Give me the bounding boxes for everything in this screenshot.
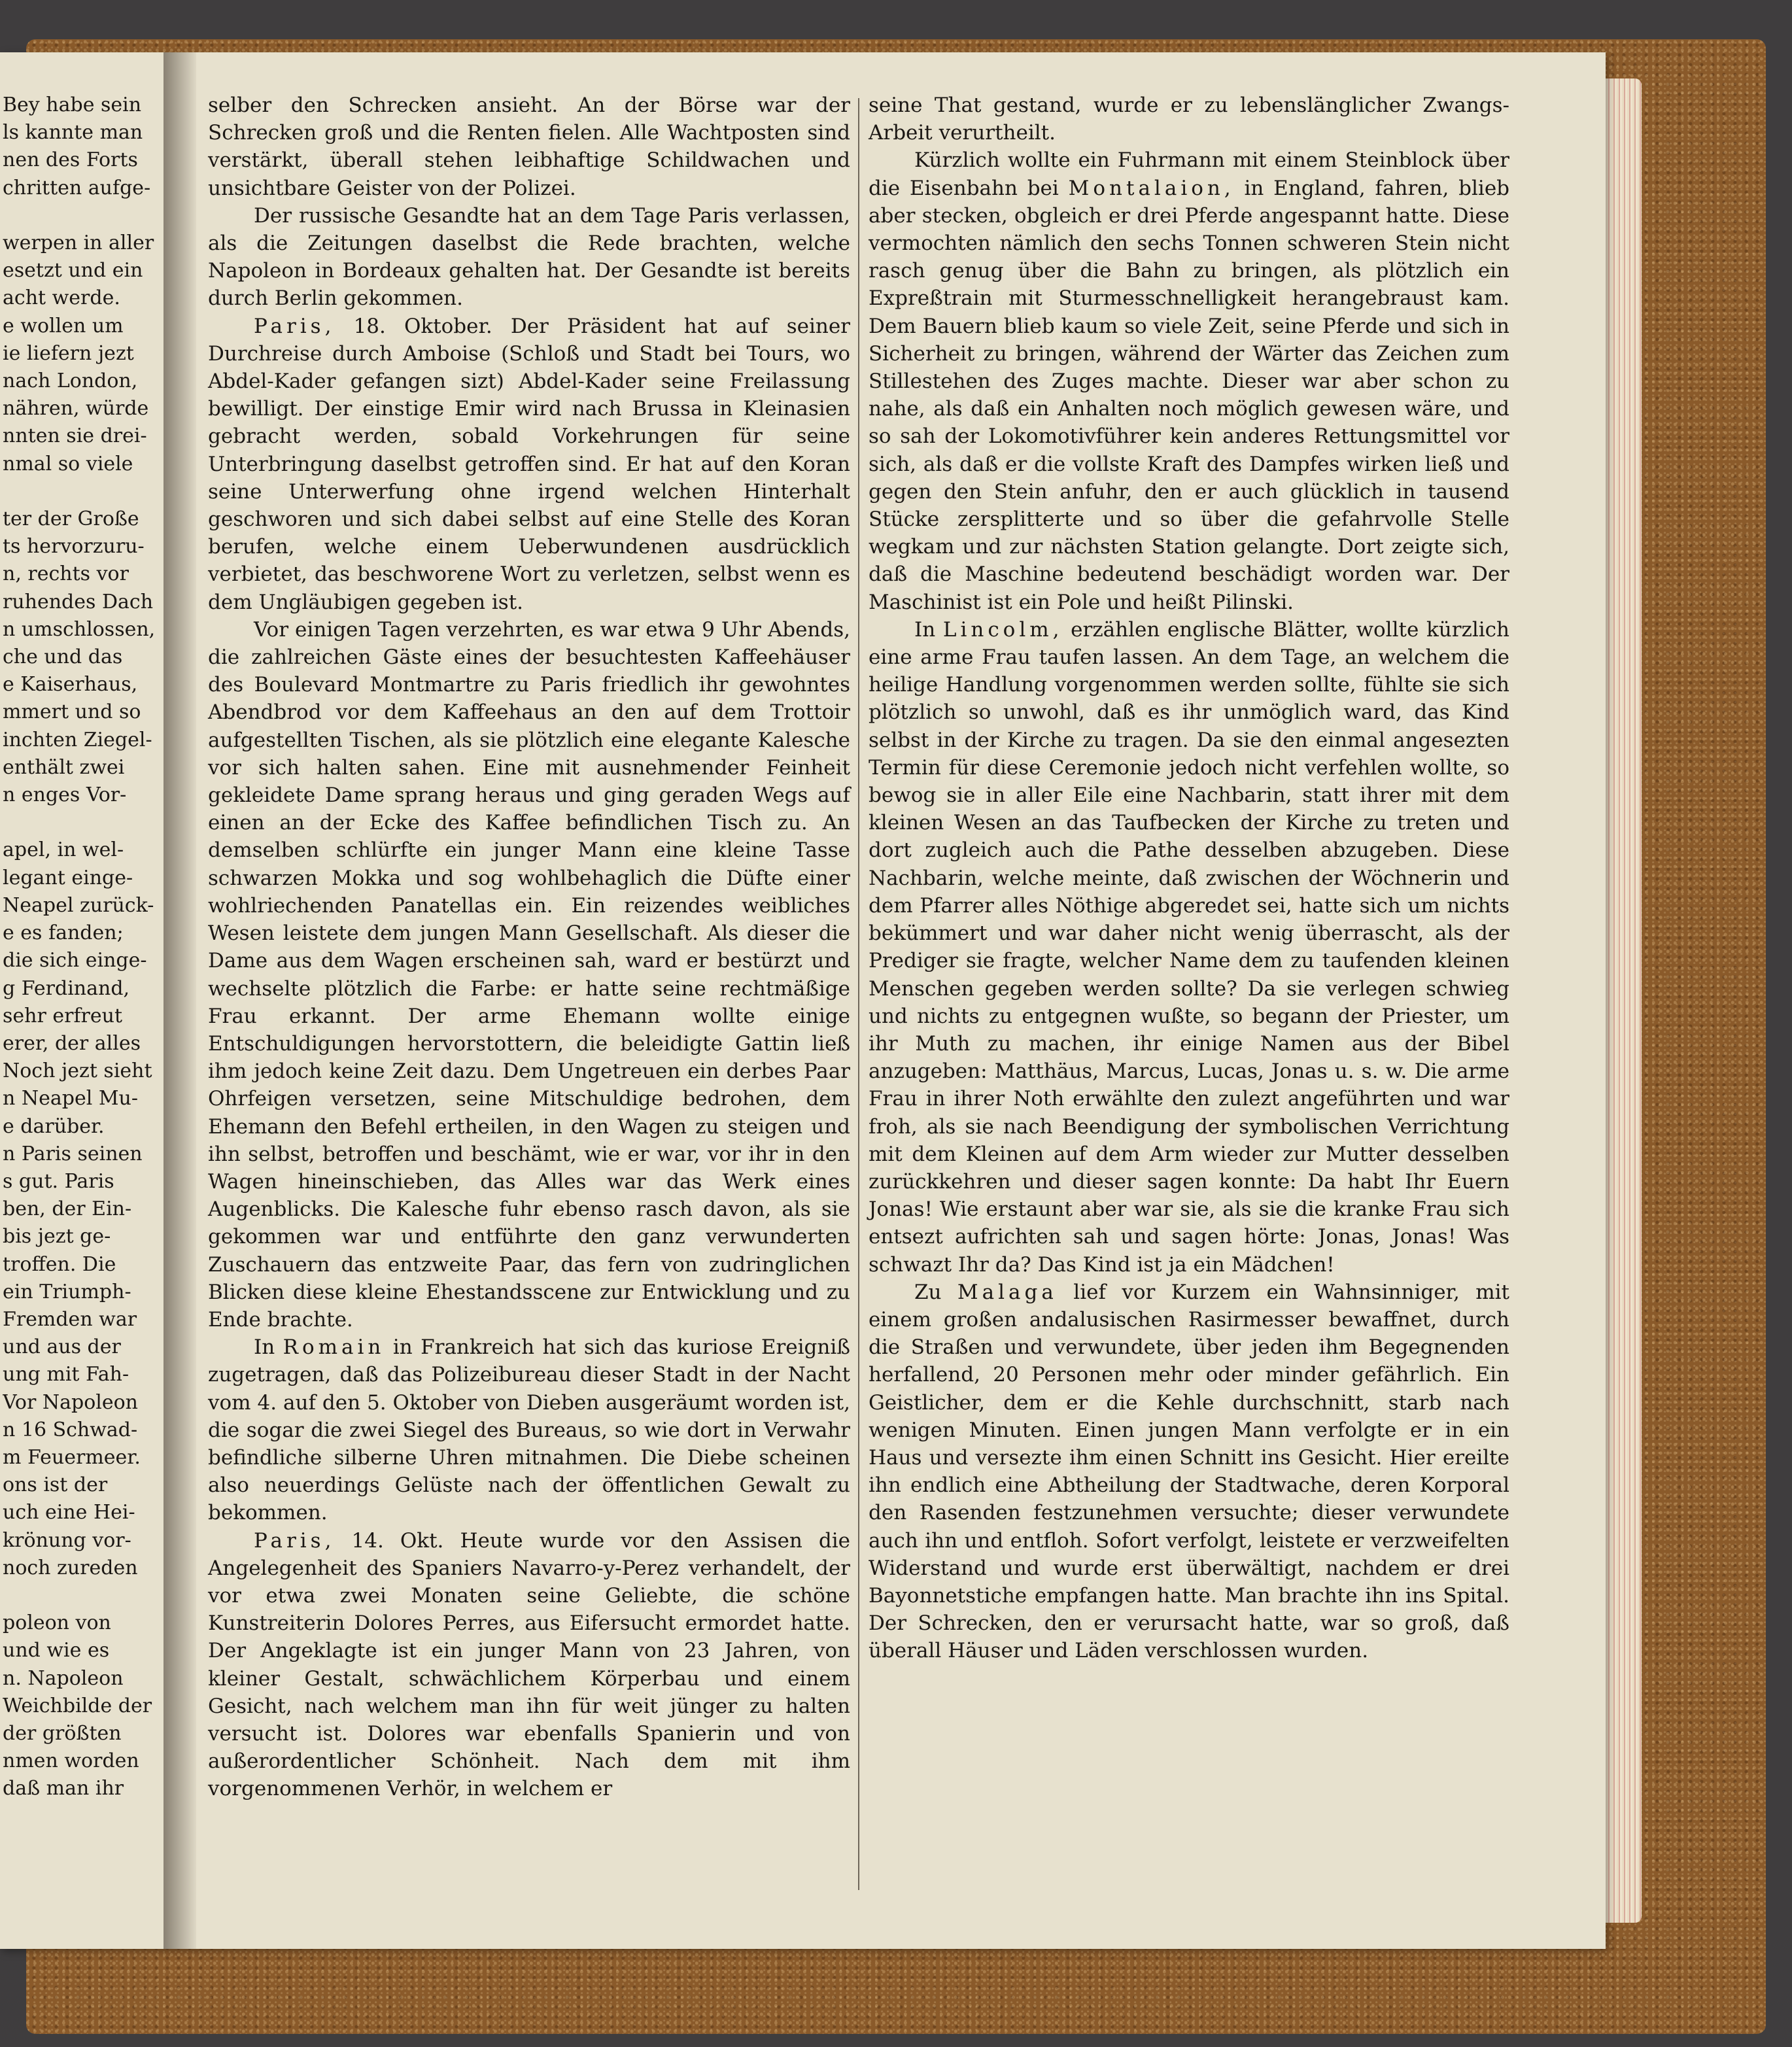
left-page-line: nmen worden	[3, 1749, 139, 1773]
left-page-line: chritten aufge-	[3, 176, 151, 199]
left-page-line: esetzt und ein	[3, 259, 143, 283]
left-page-line: n Neapel Mu-	[3, 1087, 139, 1110]
left-page-line: ben, der Ein-	[3, 1197, 132, 1221]
left-page-line: erer, der alles	[3, 1031, 141, 1055]
paragraph-text: erzählen englische Blätter, wollte kürzlich eine arme Frau taufen lassen. An dem Tage, an welchem die heilige Handlung vorgenommen werden sollte, fühlte sie sich plötzlich so unwohl, daß es ihr unmöglich ward, das Kind selbst in der Kirche zu tragen. Da sie den einmal angesezten Termin für diese Ceremonie jedoch nicht verfehlen wollte, so bewog sie in aller Eile eine Nachbarin, statt ihrer mit dem kleinen Wesen an das Taufbecken der Kirche zu treten und dort zugleich auch die Pathe desselben abzugeben. Diese Nachbarin, welche meinte, daß zwischen der Wöchnerin und dem Pfarrer alles Nöthige abgeredet sei, hatte sich um nichts bekümmert und war daher nicht wenig überrascht, als der Prediger sie fragte, welcher Name dem zu taufenden kleinen Menschen gegeben werden sollte? Da sie verlegen schwieg und nichts zu entgegnen wußte, so begann der Priester, um ihr Muth zu machen, ihr einige Namen aus der Bibel anzugeben: Matthäus, Marcus, Lucas, Jonas u. s. w. Die arme Frau in ihrer Noth erwählte den zulezt angeführten und war froh, als sie nach Beendigung der symbolischen Verrichtung mit dem Kleinen auf dem Arm wieder zur Mutter desselben zurückkehren und dieser sagen konnte: Da habt Ihr Euern Jonas! Wie erstaunt aber war sie, als sie die kranke Frau sich entsezt aufrichten sah und sagen hörte: Jonas, Jonas! Was schwazt Ihr da? Das Kind ist ja ein Mädchen!	[869, 617, 1510, 1277]
place-name: Lincolm,	[942, 617, 1063, 642]
left-page-line: ts hervorzuru-	[3, 535, 145, 559]
left-page-line: die sich einge-	[3, 949, 147, 972]
left-page-line: Neapel zurück-	[3, 893, 154, 917]
left-page-line: n enges Vor-	[3, 783, 127, 807]
left-page-line: e Kaiserhaus,	[3, 673, 138, 697]
paragraph-text: in Frankreich hat sich das kuriose Ereigniß zugetragen, daß das Polizeibureau dieser Stadt in der Nacht vom 4. auf den 5. Oktober von Dieben ausgeräumt worden ist, die sogar die zwei Siegel des Bureaus, so wie dort in Verwahr befindliche silberne Uhren mitnahmen. Die Diebe scheinen also neuerdings Gelüste nach der öffentlichen Gewalt zu bekommen.	[208, 1335, 850, 1525]
left-page-line	[3, 809, 158, 836]
left-page-line: apel, in wel-	[3, 838, 124, 862]
place-name: Montalaion,	[1068, 176, 1235, 200]
paragraph	[869, 616, 1509, 1279]
left-page-line: ie liefern jezt	[3, 341, 134, 365]
left-page-line: s gut. Paris	[3, 1169, 114, 1193]
paragraph: Der russische Gesandte hat an dem Tage Paris verlassen, als die Zeitungen daselbst die Rede brachten, welche Napoleon in Bordeaux gehalten hat. Der Gesandte ist bereits durch Berlin gekommen.	[208, 203, 850, 311]
left-page-line: n 16 Schwad-	[3, 1418, 138, 1441]
paragraph	[208, 1527, 850, 1803]
left-page-line: Bey habe sein	[3, 94, 142, 116]
left-page-line: inchten Ziegel-	[3, 728, 152, 751]
left-page-line: noch zureden	[3, 1556, 138, 1579]
right-column	[869, 92, 1509, 1665]
paragraph-text: lief vor Kurzem ein Wahnsinniger, mit einem großen andalusischen Rasirmesser bewaffnet, durch die Straßen und verwundete, über jeden ihm Begegnenden herfallend, 20 Personen mehr oder minder gefährlich. Ein Geistlicher, dem er die Kehle durchschnitt, starb nach wenigen Minuten. Einen jungen Mann verfolgte er in ein Haus und versezte ihm einen Schnitt ins Gesicht. Hier ereilte ihn endlich eine Abtheilung der Stadtwache, deren Korporal den Rasenden festzunehmen versuchte; dieser verwundete auch ihn und entfloh. Sofort verfolgt, leistete er verzweifelten Widerstand und wurde erst überwältigt, nachdem er drei Bayonnetstiche empfangen hatte. Man brachte ihn ins Spital. Der Schrecken, den er verursacht hatte, war so groß, daß überall Häuser und Läden verschlossen wurden.	[869, 1280, 1509, 1663]
lead-word: Zu	[914, 1280, 942, 1304]
left-page-line: und aus der	[3, 1335, 121, 1359]
paragraph-text: 14. Okt. Heute wurde vor den Assisen die Angelegenheit des Spaniers Navarro-y-Perez verhandelt, der vor etwa zwei Monaten seine Geliebte, die schöne Kunstreiterin Dolores Perres, aus Eifersucht ermordet hatte. Der Angeklagte ist ein junger Mann von 23 Jahren, von kleiner Gestalt, schwächlichem Körperbau und einem Gesicht, nach welchem man ihn für weit jünger zu halten versucht ist. Dolores war ebenfalls Spanierin und von außerordentlicher Schönheit. Nach dem mit ihm vorgenommenen Verhör, in welchem er	[208, 1528, 850, 1801]
left-page-line: bis jezt ge-	[3, 1225, 111, 1248]
paragraph	[208, 313, 850, 616]
left-page-line: daß man ihr	[3, 1777, 124, 1800]
lead-text: Kürzlich wollte ein Fuhrmann mit einem Steinblock über die Eisenbahn bei	[869, 148, 1509, 200]
paragraph	[869, 1279, 1509, 1665]
left-page-line: ls kannte man	[3, 121, 143, 145]
lead-word: In	[254, 1335, 275, 1360]
left-page-line: ruhendes Dach	[3, 590, 154, 613]
left-page-line: krönung vor-	[3, 1528, 131, 1552]
left-page-line: m Feuermeer.	[3, 1445, 141, 1469]
left-page-line: acht werde.	[3, 286, 120, 310]
place-name: Paris,	[254, 314, 336, 338]
left-page-line: che und das	[3, 645, 123, 669]
left-page-line: poleon von	[3, 1611, 111, 1635]
left-page-line: ein Triumph-	[3, 1280, 131, 1303]
left-page-line: mmert und so	[3, 700, 141, 724]
left-page-line: Noch jezt sieht	[3, 1059, 152, 1083]
left-page-line	[3, 1582, 158, 1609]
left-page-line: ter der Große	[3, 507, 139, 531]
paragraph: selber den Schrecken ansieht. An der Börse war der Schrecken groß und die Renten fielen. Alle Wachtposten sind verstärkt, überall stehen leibhaftige Schildwachen und unsichtbare Geister von der Polizei.	[208, 94, 850, 200]
paragraph	[869, 146, 1509, 615]
middle-column	[208, 92, 850, 1803]
left-page-line: ons ist der	[3, 1473, 108, 1497]
left-page-line	[3, 202, 158, 230]
left-page-line: legant einge-	[3, 866, 133, 889]
left-page-line: e es fanden;	[3, 921, 124, 945]
left-page-line: enthält zwei	[3, 755, 125, 779]
left-page-line: nnten sie drei-	[3, 424, 147, 448]
paragraph: seine That gestand, wurde er zu lebenslänglicher Zwangs-Arbeit verurtheilt.	[869, 94, 1509, 145]
place-name: Romain	[283, 1335, 385, 1360]
left-page-line: n Paris seinen	[3, 1142, 143, 1165]
paragraph: Vor einigen Tagen verzehrten, es war etwa 9 Uhr Abends, die zahlreichen Gäste eines der besuchtesten Kaffeehäuser des Boulevard Montmartre zu Paris friedlich ihr gewohntes Abendbrod vor dem Kaffeehaus an den auf dem Trottoir aufgestellten Tischen, als sie plötzlich eine elegante Kalesche vor sich halten sahen. Eine mit ausnehmender Feinheit gekleidete Dame sprang heraus und ging geraden Wegs auf einen an der Ecke des Kaffee befindlichen Tisch zu. An demselben schlürfte ein junger Mann eine kleine Tasse schwarzen Mokka und sog wohlbehaglich die Düfte einer wohlriechenden Panatellas ein. Ein reizendes weibliches Wesen leistete dem jungen Mann Gesellschaft. Als dieser die Dame aus dem Wagen erscheinen sah, ward er bestürzt und wechselte plötzlich die Farbe: er hatte seine rechtmäßige Frau erkannt. Der arme Ehemann wollte einige Entschuldigungen hervorstottern, die beleidigte Gattin ließ ihm jedoch keine Zeit dazu. Dem Ungetreuen ein derbes Paar Ohrfeigen versetzen, seine Mitschuldige bedrohen, dem Ehemann den Befehl ertheilen, in den Wagen zu steigen und ihn selbst, betroffen und beschämt, wie er war, vor ihr in den Wagen hineinschieben, das Alles war das Werk eines Augenblicks. Die Kalesche fuhr ebenso rasch davon, als sie gekommen war und entführte den ganz verwunderten Zuschauern das entzweite Paar, das fern von zudringlichen Blicken diese kleine Ehestandsscene zur Entwicklung und zu Ende brachte.	[208, 617, 850, 1332]
left-page-line: nmal so viele	[3, 452, 133, 475]
left-page-line: nach London,	[3, 370, 138, 393]
left-page-line: g Ferdinand,	[3, 976, 130, 1000]
left-page-line: uch eine Hei-	[3, 1501, 135, 1524]
left-page-line: und wie es	[3, 1639, 110, 1662]
left-page-line: n, rechts vor	[3, 562, 129, 586]
paragraph	[208, 1333, 850, 1526]
left-page-line: e darüber.	[3, 1114, 105, 1138]
paragraph-text: 18. Oktober. Der Präsident hat auf seiner Durchreise durch Amboise (Schloß und Stadt bei Tours, wo Abdel-Kader gefangen sizt) Abdel-Kader seine Freilassung bewilligt. Der einstige Emir wird nach Brussa in Kleinasien gebracht werden, sobald Vorkehrungen für seine Unterbringung daselbst getroffen sind. Er hat auf den Koran seine Unterwerfung ohne irgend welchen Hinterhalt geschworen und sich dabei selbst auf eine Stelle des Koran berufen, welche einem Ueberwundenen ausdrücklich verbietet, das beschworene Wort zu verletzen, selbst wenn es dem Ungläubigen gegeben ist.	[208, 314, 850, 614]
left-page-line: n umschlossen,	[3, 617, 156, 641]
left-page-line: e wollen um	[3, 314, 124, 337]
left-page-line: nähren, würde	[3, 397, 149, 421]
column-rule	[858, 98, 859, 1890]
left-page-line: Fremden war	[3, 1307, 137, 1331]
left-page-line: troffen. Die	[3, 1252, 116, 1276]
left-page-line: sehr erfreut	[3, 1004, 123, 1027]
left-page-line: Vor Napoleon	[3, 1390, 138, 1414]
left-page-line: der größten	[3, 1721, 122, 1745]
left-page-line: Weichbilde der	[3, 1694, 152, 1717]
page-gutter-shadow	[164, 52, 196, 1949]
left-page-line: n. Napoleon	[3, 1666, 124, 1690]
left-page-column	[3, 92, 158, 1803]
lead-word: In	[914, 617, 936, 642]
left-page-line	[3, 478, 158, 506]
place-name: Paris,	[254, 1528, 336, 1553]
left-page-line: werpen in aller	[3, 232, 154, 255]
left-page-line: nen des Forts	[3, 148, 138, 172]
place-name: Malaga	[957, 1280, 1058, 1304]
paragraph-text: in England, fahren, blieb aber stecken, obgleich er drei Pferde angespannt hatte. Diese vermochten nämlich den sechs Tonnen schweren Stein nicht rasch genug über die Bahn zu bringen, als plötzlich ein Expreßtrain mit Sturmesschnelligkeit herangebraust kam. Dem Bauern blieb kaum so viele Zeit, seine Pferde und sich in Sicherheit zu bringen, während der Wärter das Zeichen zum Stillestehen des Zuges machte. Dieser war aber schon zu nahe, als daß ein Anhalten noch möglich gewesen wäre, und so sah der Lokomotivführer kein anderes Rettungsmittel vor sich, als daß er die vollste Kraft des Dampfes wirken ließ und gegen den Stein anfuhr, den er auch glücklich in tausend Stücke zersplitterte und so über die gefahrvolle Stelle wegkam und zur nächsten Station gelangte. Dort zeigte sich, daß die Maschine bedeutend beschädigt worden war. Der Maschinist ist ein Pole und heißt Pilinski.	[869, 176, 1510, 614]
left-page-line: ung mit Fah-	[3, 1363, 129, 1386]
